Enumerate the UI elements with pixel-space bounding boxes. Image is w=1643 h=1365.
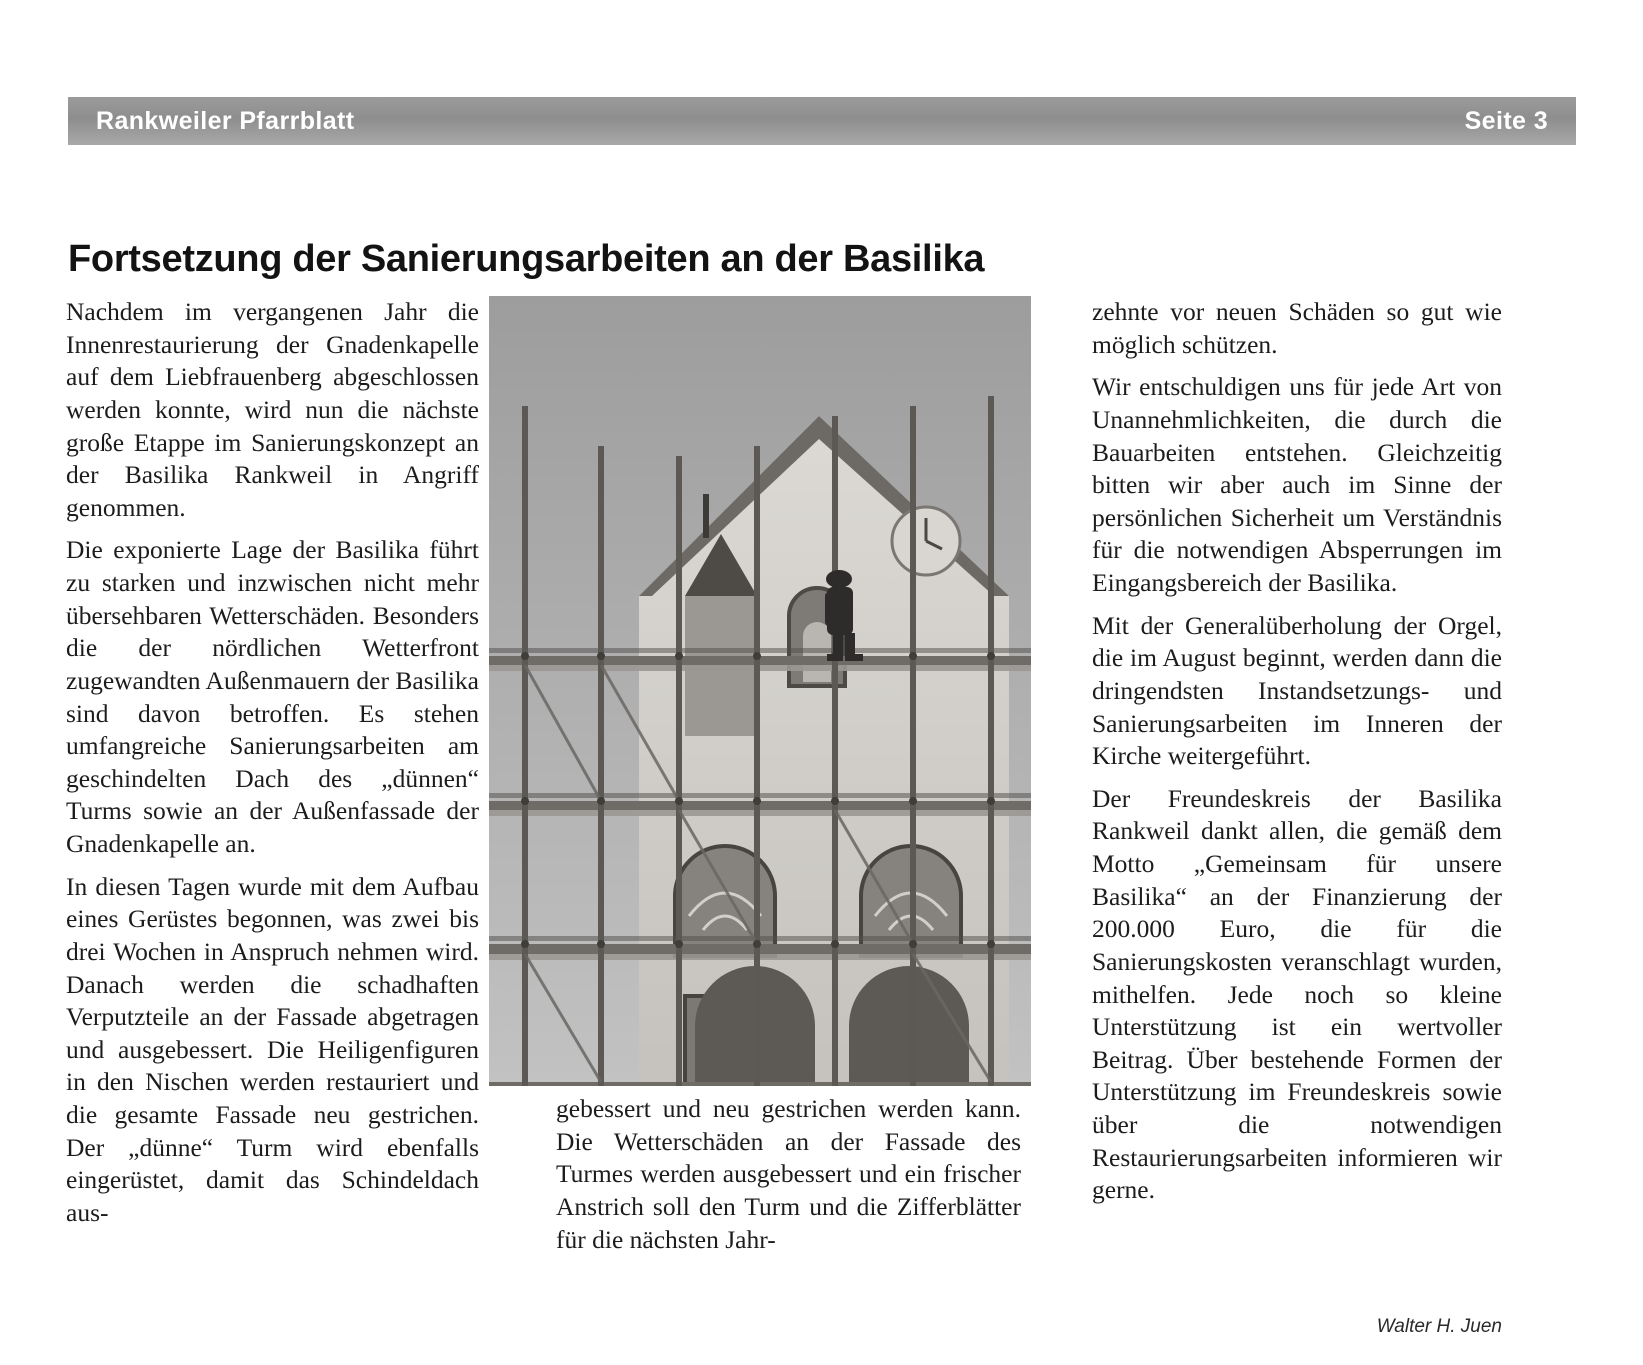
paragraph: In diesen Tagen wurde mit dem Aufbau eines Gerüstes begonnen, was zwei bis drei Wochen in Anspruch nehmen wird. Danach werden die schadhaften Verputzteile an der Fassade abgetragen und ausgebessert. Die Heiligenfiguren in den Nischen werden restauriert und die gesamte Fassade neu gestrichen. Der „dünne“ Turm wird ebenfalls eingerüstet, damit das Schindeldach aus- <box>66 871 479 1227</box>
basilica-scaffolding-photo <box>489 296 1031 1086</box>
paragraph: Mit der Generalüberholung der Orgel, die im August beginnt, werden dann die dringendsten Instandsetzungs- und Sanierungsarbeiten im Inneren der Kirche weitergeführt. <box>1092 610 1502 771</box>
paragraph: zehnte vor neuen Schäden so gut wie möglich schützen. <box>1092 297 1502 359</box>
article-column-middle-lower <box>556 1093 1021 1266</box>
paragraph: Wir entschuldigen uns für jede Art von Unannehmlichkeiten, die durch die Bauarbeiten entstehen. Gleichzeitig bitten wir aber auch im Sinne der persönlichen Sicherheit um Verständnis für die notwendigen Absperrungen im Eingangsbereich der Basilika. <box>1092 372 1502 597</box>
article-column-right <box>1092 296 1502 1217</box>
paragraph: gebessert und neu gestrichen werden kann. Die Wetterschäden an der Fassade des Turmes werden ausgebessert und ein frischer Anstrich soll den Turm und die Zifferblätter für die nächsten Jahr- <box>556 1094 1021 1254</box>
article-headline: Fortsetzung der Sanierungsarbeiten an der Basilika <box>68 238 985 281</box>
page-number-label: Seite 3 <box>1464 106 1548 135</box>
paragraph: Der Freundeskreis der Basilika Rankweil dankt allen, die gemäß dem Motto „Gemeinsam für unsere Basilika“ an der Finanzierung der 200.000 Euro, die für die Sanierungskosten veranschlagt wurden, mithelfen. Jede noch so kleine Unterstützung ist ein wertvoller Beitrag. Über bestehende Formen der Unterstützung im Freundeskreis sowie über die notwendigen Restaurierungsarbeiten informieren wir gerne. <box>1092 783 1502 1205</box>
paragraph: Nachdem im vergangenen Jahr die Innenrestaurierung der Gnadenkapelle auf dem Liebfrauenberg abgeschlossen werden konnte, wird nun die nächste große Etappe im Sanierungskonzept an der Basilika Rankweil in Angriff genommen. <box>66 297 479 522</box>
page-header-bar <box>68 97 1576 145</box>
publication-title: Rankweiler Pfarrblatt <box>96 106 355 135</box>
photo-illustration <box>489 296 1031 1086</box>
paragraph: Die exponierte Lage der Basilika führt zu starken und inzwischen nicht mehr übersehbaren Wetterschäden. Besonders die der nördlichen Wetterfront zugewandten Außenmauern der Basilika sind davon betroffen. Es stehen umfangreiche Sanierungsarbeiten am geschindelten Dach des „dünnen“ Turms sowie an der Außenfassade der Gnadenkapelle an. <box>66 535 479 858</box>
article-column-left <box>66 296 479 1240</box>
article-byline: Walter H. Juen <box>1376 1316 1502 1337</box>
